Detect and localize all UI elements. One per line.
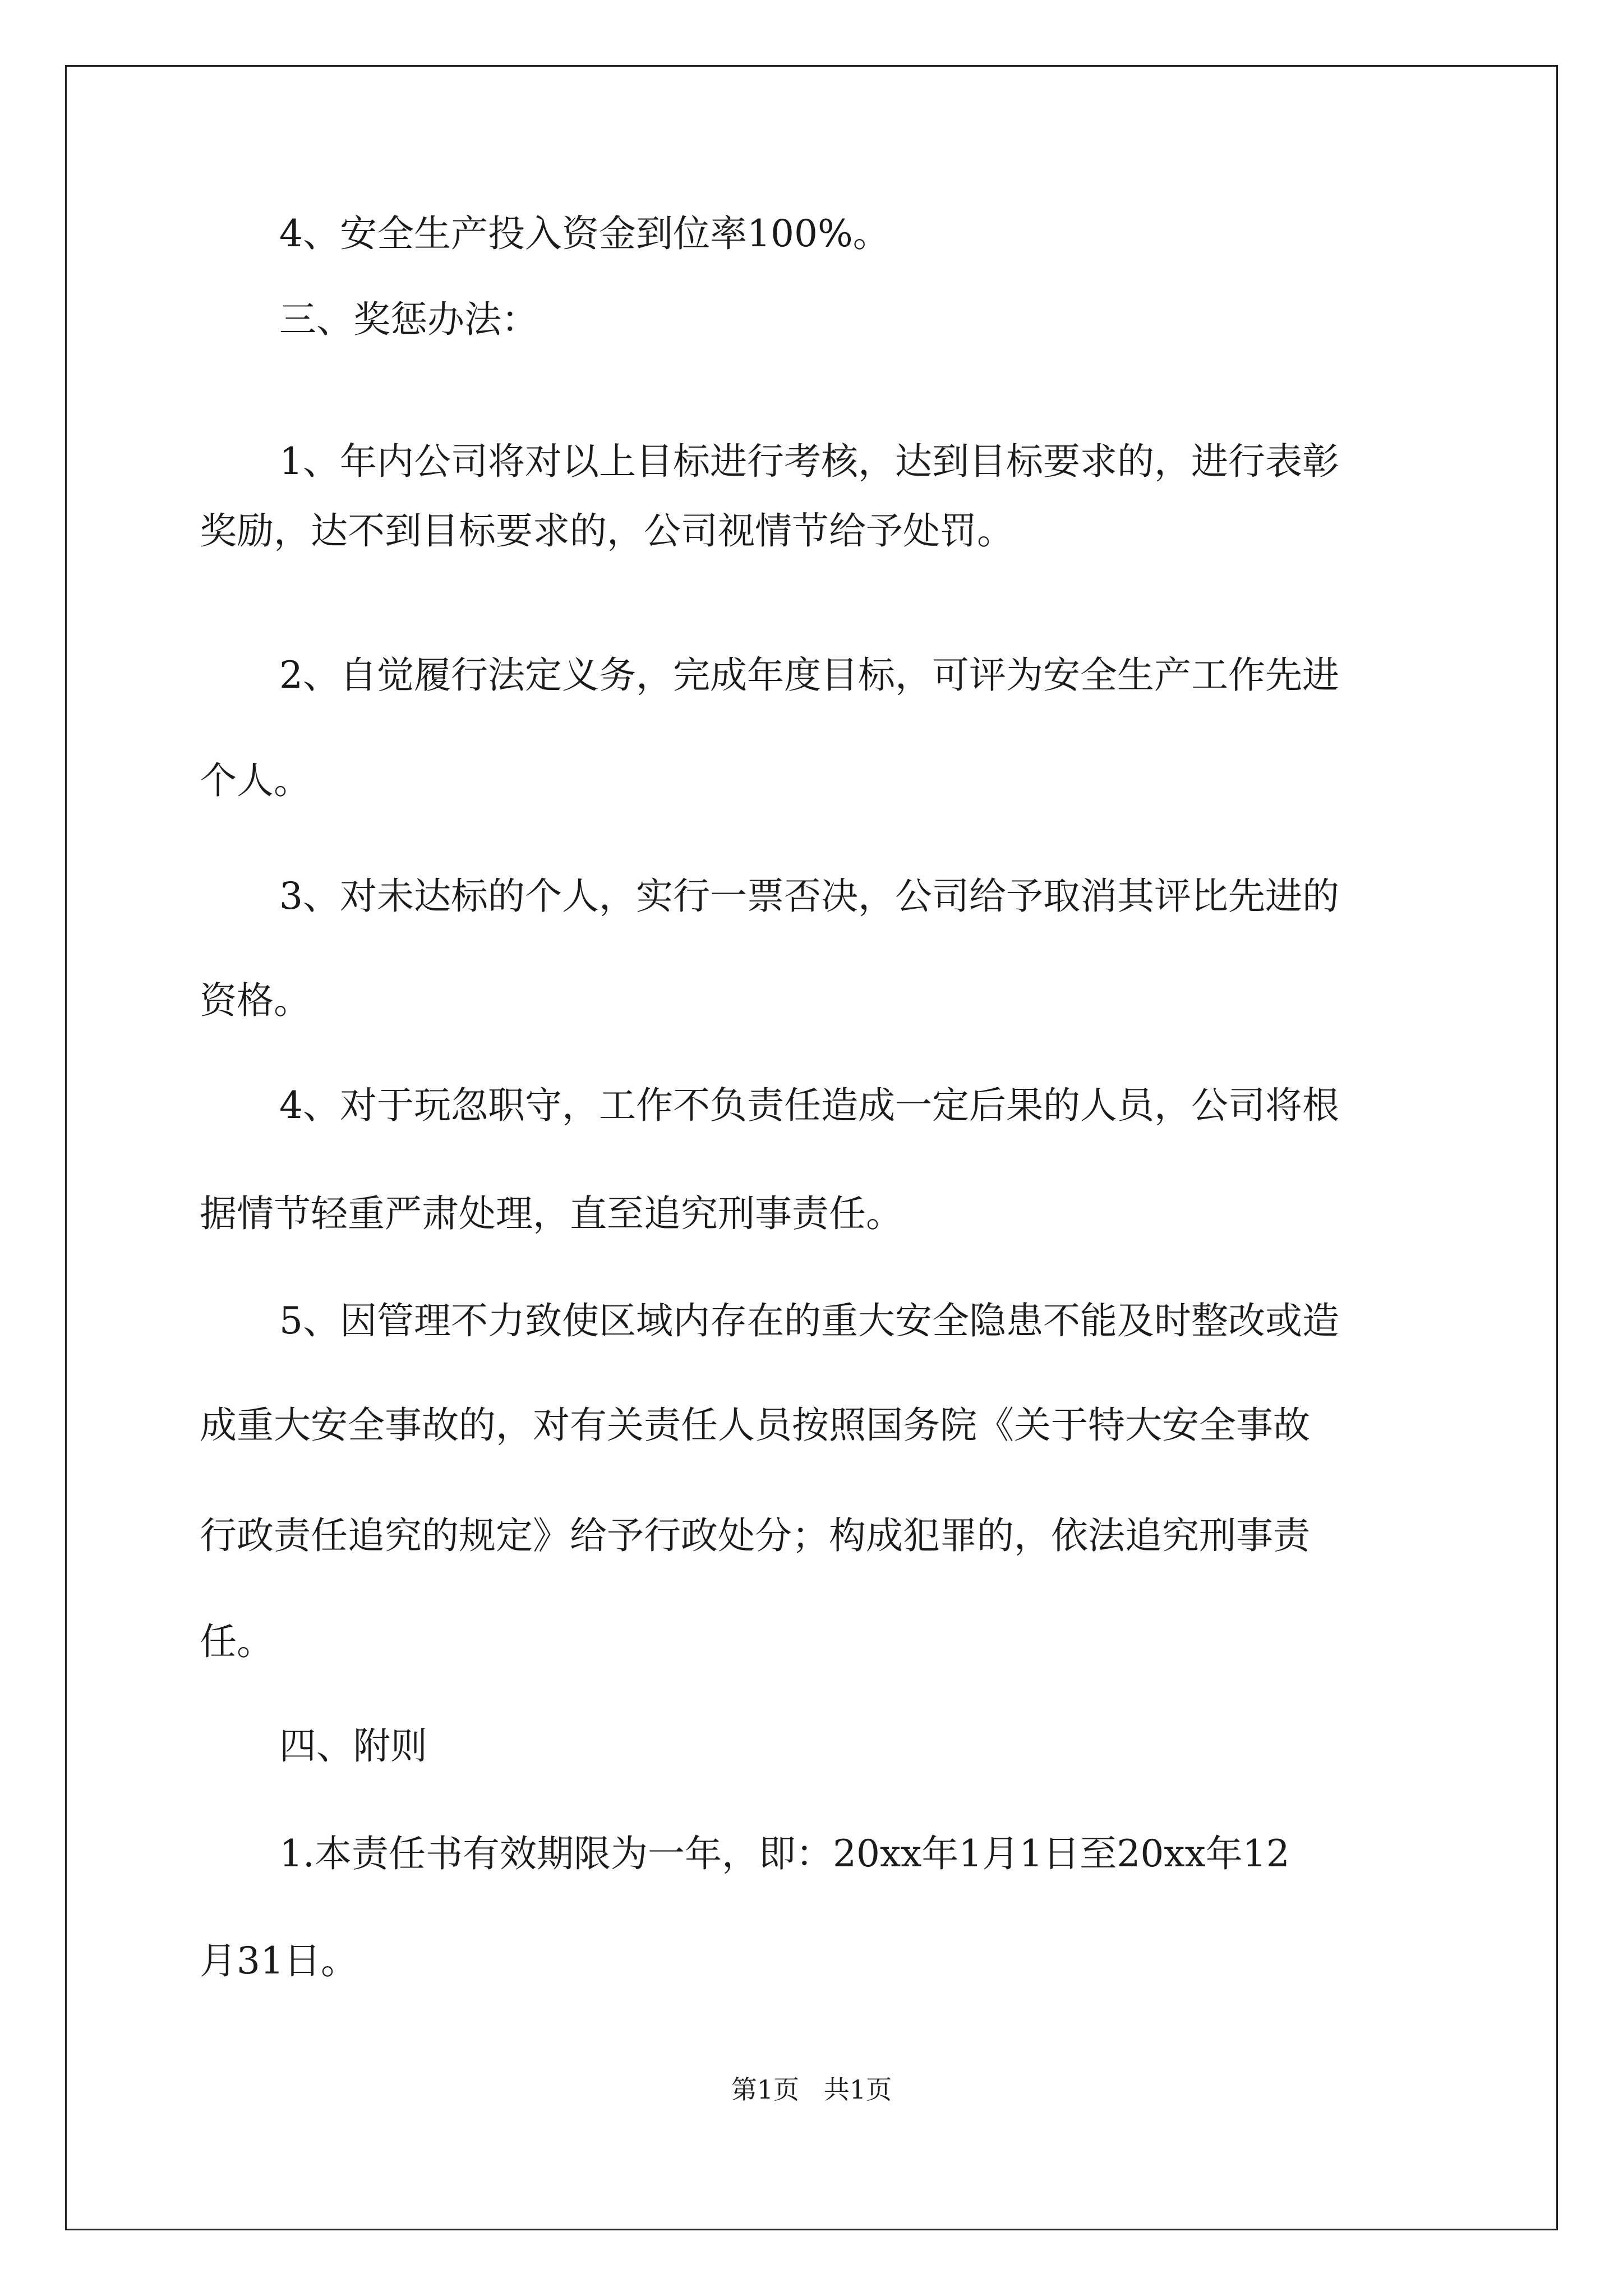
paragraph-line: 资格。 [200, 979, 311, 1022]
paragraph-line: 4、对于玩忽职守，工作不负责任造成一定后果的人员，公司将根 [279, 1084, 1339, 1127]
paragraph-line: 个人。 [200, 759, 311, 802]
paragraph-line: 5、因管理不力致使区域内存在的重大安全隐患不能及时整改或造 [279, 1299, 1339, 1342]
paragraph-line: 任。 [200, 1620, 274, 1663]
page-footer: 第1页 共1页 [731, 2074, 892, 2105]
paragraph-line: 行政责任追究的规定》给予行政处分；构成犯罪的，依法追究刑事责 [200, 1514, 1310, 1557]
paragraph-line: 4、安全生产投入资金到位率100%。 [279, 212, 890, 255]
paragraph-line: 成重大安全事故的，对有关责任人员按照国务院《关于特大安全事故 [200, 1404, 1310, 1447]
section-heading: 三、奖惩办法： [279, 298, 538, 341]
page-border [65, 65, 1558, 2230]
section-heading: 四、附则 [279, 1724, 427, 1768]
paragraph-line: 据情节轻重严肃处理，直至追究刑事责任。 [200, 1192, 903, 1235]
paragraph-line: 3、对未达标的个人，实行一票否决，公司给予取消其评比先进的 [279, 875, 1339, 918]
paragraph-line: 2、自觉履行法定义务，完成年度目标，可评为安全生产工作先进 [279, 654, 1339, 697]
paragraph-line: 月31日。 [200, 1939, 358, 1982]
paragraph-line: 奖励，达不到目标要求的，公司视情节给予处罚。 [200, 509, 1014, 553]
paragraph-line: 1、年内公司将对以上目标进行考核，达到目标要求的，进行表彰 [279, 440, 1339, 483]
paragraph-line: 1.本责任书有效期限为一年，即：20xx年1月1日至20xx年12 [279, 1832, 1290, 1875]
